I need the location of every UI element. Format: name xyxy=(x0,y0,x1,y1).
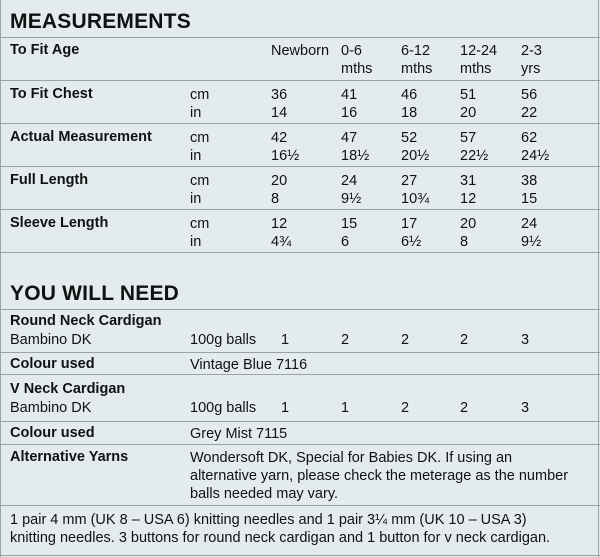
v-neck-title: V Neck Cardigan xyxy=(10,381,126,397)
qty-cell: 2 xyxy=(460,332,469,348)
rule xyxy=(0,80,600,81)
rule xyxy=(0,421,600,422)
size-header: 2-3 yrs xyxy=(521,43,542,77)
alternative-yarns-text: Wondersoft DK, Special for Babies DK. If using an alternative yarn, please check the meterage as the number balls needed may vary. xyxy=(190,450,569,502)
value-cell: 27 10¾ xyxy=(401,173,430,207)
size-header: 6-12 mths xyxy=(401,43,433,77)
unit-label: cm in xyxy=(190,216,210,250)
needles-note: 1 pair 4 mm (UK 8 – USA 6) knitting needles and 1 pair 3¼ mm (UK 10 – USA 3) knitting needles. 3 buttons for round neck cardigan and 1 button for v neck cardigan. xyxy=(10,512,551,546)
qty-cell: 2 xyxy=(401,332,410,348)
qty-cell: 1 xyxy=(281,400,290,416)
qty-cell: 2 xyxy=(341,332,350,348)
rule xyxy=(0,444,600,445)
value-cell: 20 8 xyxy=(460,216,477,250)
value-cell: 36 14 xyxy=(271,87,288,121)
size-header: 0-6 mths xyxy=(341,43,373,77)
value-cell: 38 15 xyxy=(521,173,538,207)
rule xyxy=(0,252,600,253)
border-left xyxy=(0,0,1,557)
value-cell: 56 22 xyxy=(521,87,538,121)
value-cell: 46 18 xyxy=(401,87,418,121)
row-label: Full Length xyxy=(10,172,89,188)
row-label: Sleeve Length xyxy=(10,215,109,231)
v-neck-colour: Grey Mist 7115 xyxy=(190,426,288,442)
value-cell: 31 12 xyxy=(460,173,477,207)
measurements-heading: MEASUREMENTS xyxy=(10,10,191,33)
unit-label: cm in xyxy=(190,130,210,164)
value-cell: 52 20½ xyxy=(401,130,430,164)
rule xyxy=(0,123,600,124)
round-neck-title: Round Neck Cardigan xyxy=(10,313,162,329)
value-cell: 41 16 xyxy=(341,87,358,121)
size-header: Newborn xyxy=(271,43,330,59)
colour-used-label: Colour used xyxy=(10,425,95,441)
v-neck-yarn: Bambino DK xyxy=(10,400,92,416)
row-label: To Fit Chest xyxy=(10,86,93,102)
value-cell: 12 4¾ xyxy=(271,216,292,250)
round-neck-yarn: Bambino DK xyxy=(10,332,92,348)
rule xyxy=(0,352,600,353)
size-header: 12-24 mths xyxy=(460,43,498,77)
value-cell: 51 20 xyxy=(460,87,477,121)
qty-cell: 1 xyxy=(281,332,290,348)
round-neck-colour: Vintage Blue 7116 xyxy=(190,357,308,373)
value-cell: 47 18½ xyxy=(341,130,370,164)
colour-used-label: Colour used xyxy=(10,356,95,372)
v-neck-unit: 100g balls xyxy=(190,400,257,416)
value-cell: 42 16½ xyxy=(271,130,300,164)
border-right xyxy=(598,0,599,557)
fit-age-label: To Fit Age xyxy=(10,42,80,58)
you-will-need-heading: YOU WILL NEED xyxy=(10,282,180,305)
value-cell: 57 22½ xyxy=(460,130,489,164)
value-cell: 17 6½ xyxy=(401,216,422,250)
value-cell: 20 8 xyxy=(271,173,288,207)
unit-label: cm in xyxy=(190,87,210,121)
qty-cell: 2 xyxy=(460,400,469,416)
qty-cell: 3 xyxy=(521,400,530,416)
alternative-yarns-label: Alternative Yarns xyxy=(10,449,129,465)
unit-label: cm in xyxy=(190,173,210,207)
qty-cell: 1 xyxy=(341,400,350,416)
rule xyxy=(0,374,600,375)
rule xyxy=(0,209,600,210)
rule xyxy=(0,505,600,506)
rule xyxy=(0,309,600,310)
value-cell: 24 9½ xyxy=(341,173,362,207)
row-label: Actual Measurement xyxy=(10,129,152,145)
round-neck-unit: 100g balls xyxy=(190,332,257,348)
value-cell: 62 24½ xyxy=(521,130,550,164)
rule xyxy=(0,555,600,556)
value-cell: 24 9½ xyxy=(521,216,542,250)
qty-cell: 3 xyxy=(521,332,530,348)
value-cell: 15 6 xyxy=(341,216,358,250)
rule xyxy=(0,166,600,167)
rule xyxy=(0,37,600,38)
qty-cell: 2 xyxy=(401,400,410,416)
